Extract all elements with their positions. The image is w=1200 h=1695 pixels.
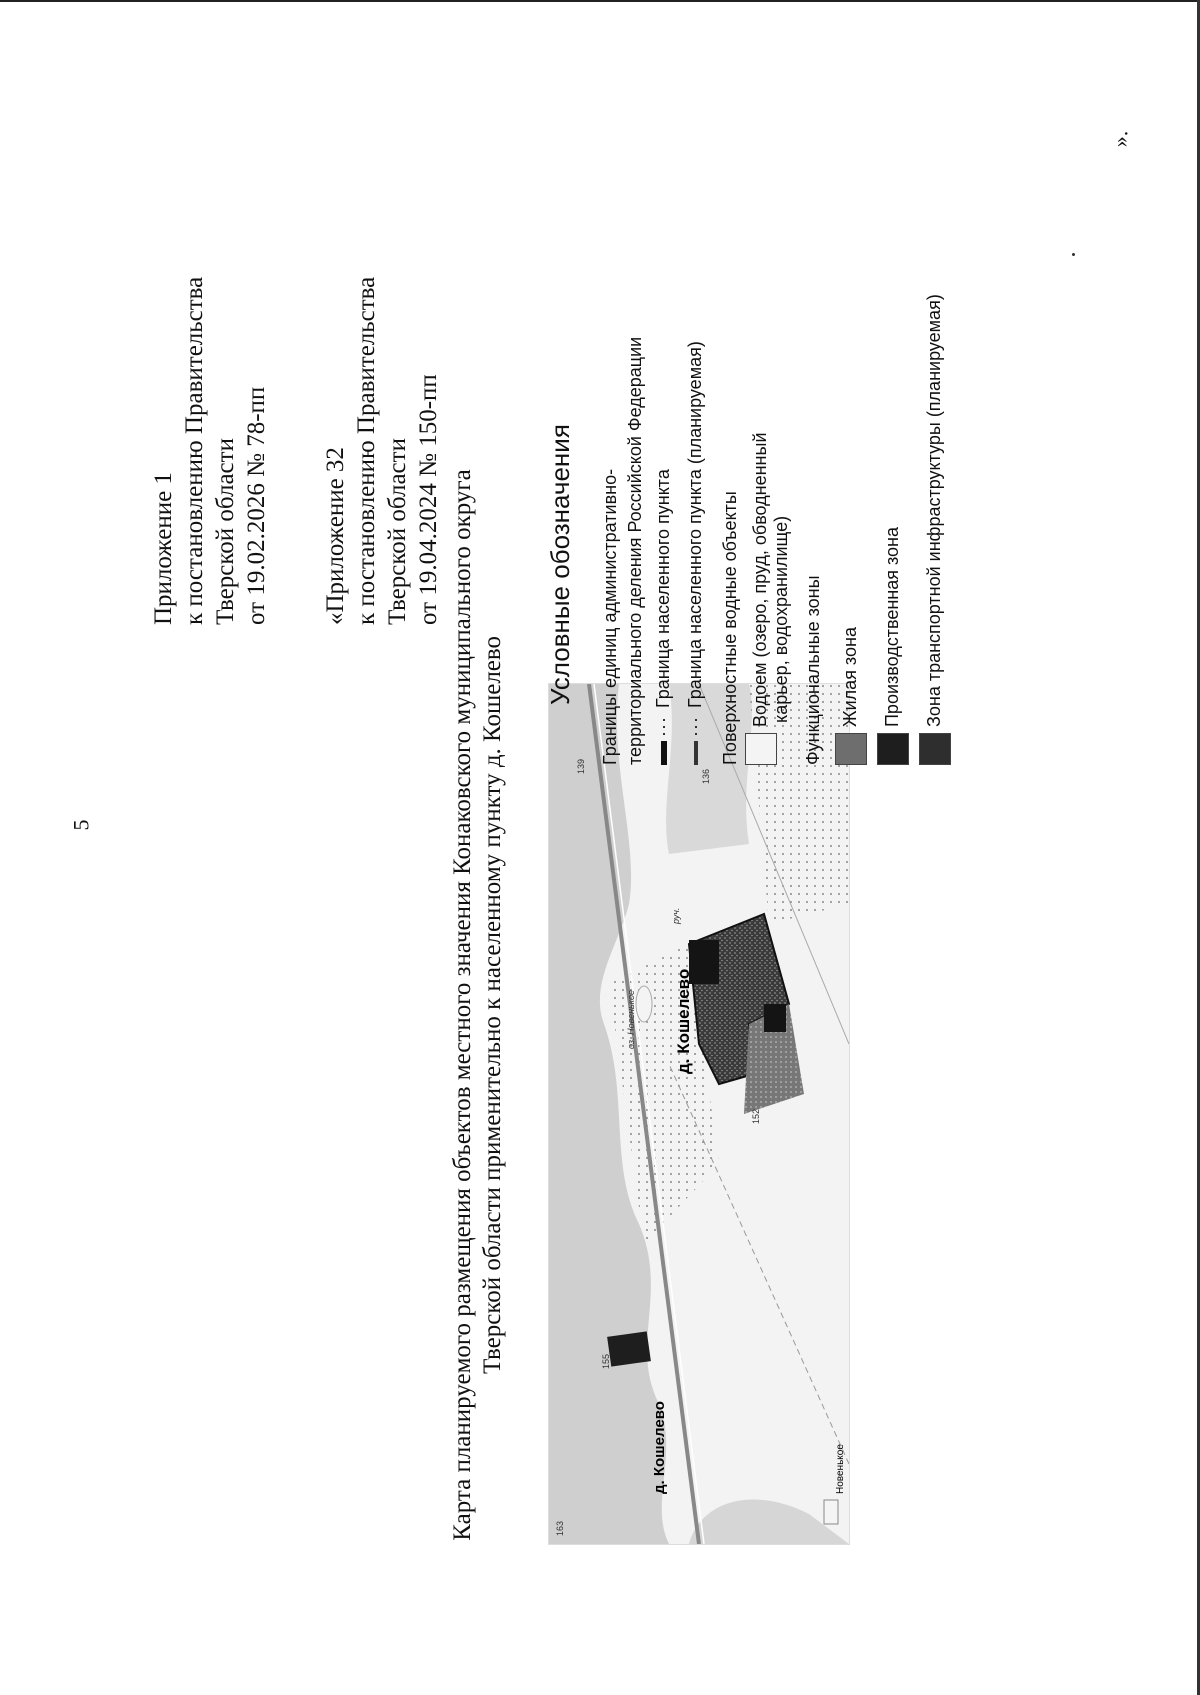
label-136: 136 <box>701 768 711 784</box>
legend-zone-transport: Зона транспортной инфраструктуры (планируемая) <box>923 294 944 727</box>
water-swatch <box>745 733 777 765</box>
road-line <box>669 1064 849 1464</box>
appendix-1-line4: от 19.02.2026 № 78-пп <box>243 386 270 625</box>
closing-quote: ». <box>1107 130 1133 148</box>
legend-zone-residential: Жилая зона <box>839 627 860 727</box>
industrial-zone <box>764 1004 786 1032</box>
appendix-32-header <box>320 277 444 625</box>
legend-group-zones: Функциональные зоны <box>803 575 823 765</box>
page-number: 5 <box>68 819 94 831</box>
industrial-zone <box>607 1331 651 1366</box>
transport-swatch <box>919 733 951 765</box>
appendix-32-line3: Тверской области <box>384 438 411 625</box>
boundary-line-key <box>661 741 667 765</box>
boundary-dots: ··· <box>653 716 673 737</box>
industrial-swatch <box>877 733 909 765</box>
appendix-1-line2: к постановлению Правительства <box>181 276 208 625</box>
map-image <box>548 683 850 1545</box>
boundary-planned-line-key <box>694 741 698 765</box>
legend-row-boundary-planned <box>685 341 706 765</box>
map-title-line1: Карта планируемого размещения объектов местного значения Конаковского муниципального округа <box>449 469 476 1541</box>
appendix-32-line1: «Приложение 32 <box>322 447 349 625</box>
label-152: 152 <box>751 1108 761 1124</box>
water-body <box>636 986 652 1022</box>
appendix-1-line3: Тверской области <box>212 438 239 625</box>
label-village-main: д. Кошелево <box>674 968 693 1074</box>
label-novenkoe: Новенькое <box>835 1444 846 1494</box>
legend-row-transport <box>919 294 951 765</box>
appendix-1-line1: Приложение 1 <box>150 472 177 625</box>
residential-swatch <box>835 733 867 765</box>
appendix-32-line4: от 19.04.2024 № 150-пп <box>415 374 442 625</box>
legend-group-boundaries-line2: территориального деления Российской Федерации <box>625 336 645 765</box>
legend-group-water: Поверхностные водные объекты <box>720 491 740 765</box>
legend-row-residential <box>835 627 867 765</box>
legend-boundary-planned: Граница населенного пункта (планируемая) <box>685 341 705 709</box>
map-title-line2: Тверской области применительно к населенному пункту д. Кошелево <box>479 635 506 1375</box>
legend-row-industrial <box>877 527 909 765</box>
water-body <box>824 1500 838 1524</box>
boundary-dots: ··· <box>685 716 705 737</box>
legend-water-body-line2: карьер, водохранилище) <box>771 515 791 723</box>
label-139: 139 <box>576 758 586 774</box>
map-title <box>448 375 508 1635</box>
legend-group-boundaries-line1: Границы единиц административно- <box>600 468 620 765</box>
map-svg <box>549 684 849 1544</box>
legend-title: Условные обозначения <box>545 424 575 705</box>
label-village-left: д. Кошелево <box>651 1401 668 1494</box>
industrial-zone <box>689 940 719 984</box>
label-163: 163 <box>555 1520 565 1536</box>
legend-row-boundary-settlement <box>653 469 674 765</box>
appendix-32-line2: к постановлению Правительства <box>353 276 380 625</box>
label-stream: руч. <box>671 907 681 924</box>
appendix-1-header <box>148 277 272 625</box>
legend-water-body-line1: Водоем (озеро, пруд, обводненный <box>749 432 770 727</box>
label-155: 155 <box>601 1353 611 1369</box>
label-lake: оз. Новенькое <box>626 989 636 1049</box>
legend-boundary-settlement: Граница населенного пункта <box>653 469 673 709</box>
legend-zone-industrial: Производственная зона <box>881 526 902 727</box>
